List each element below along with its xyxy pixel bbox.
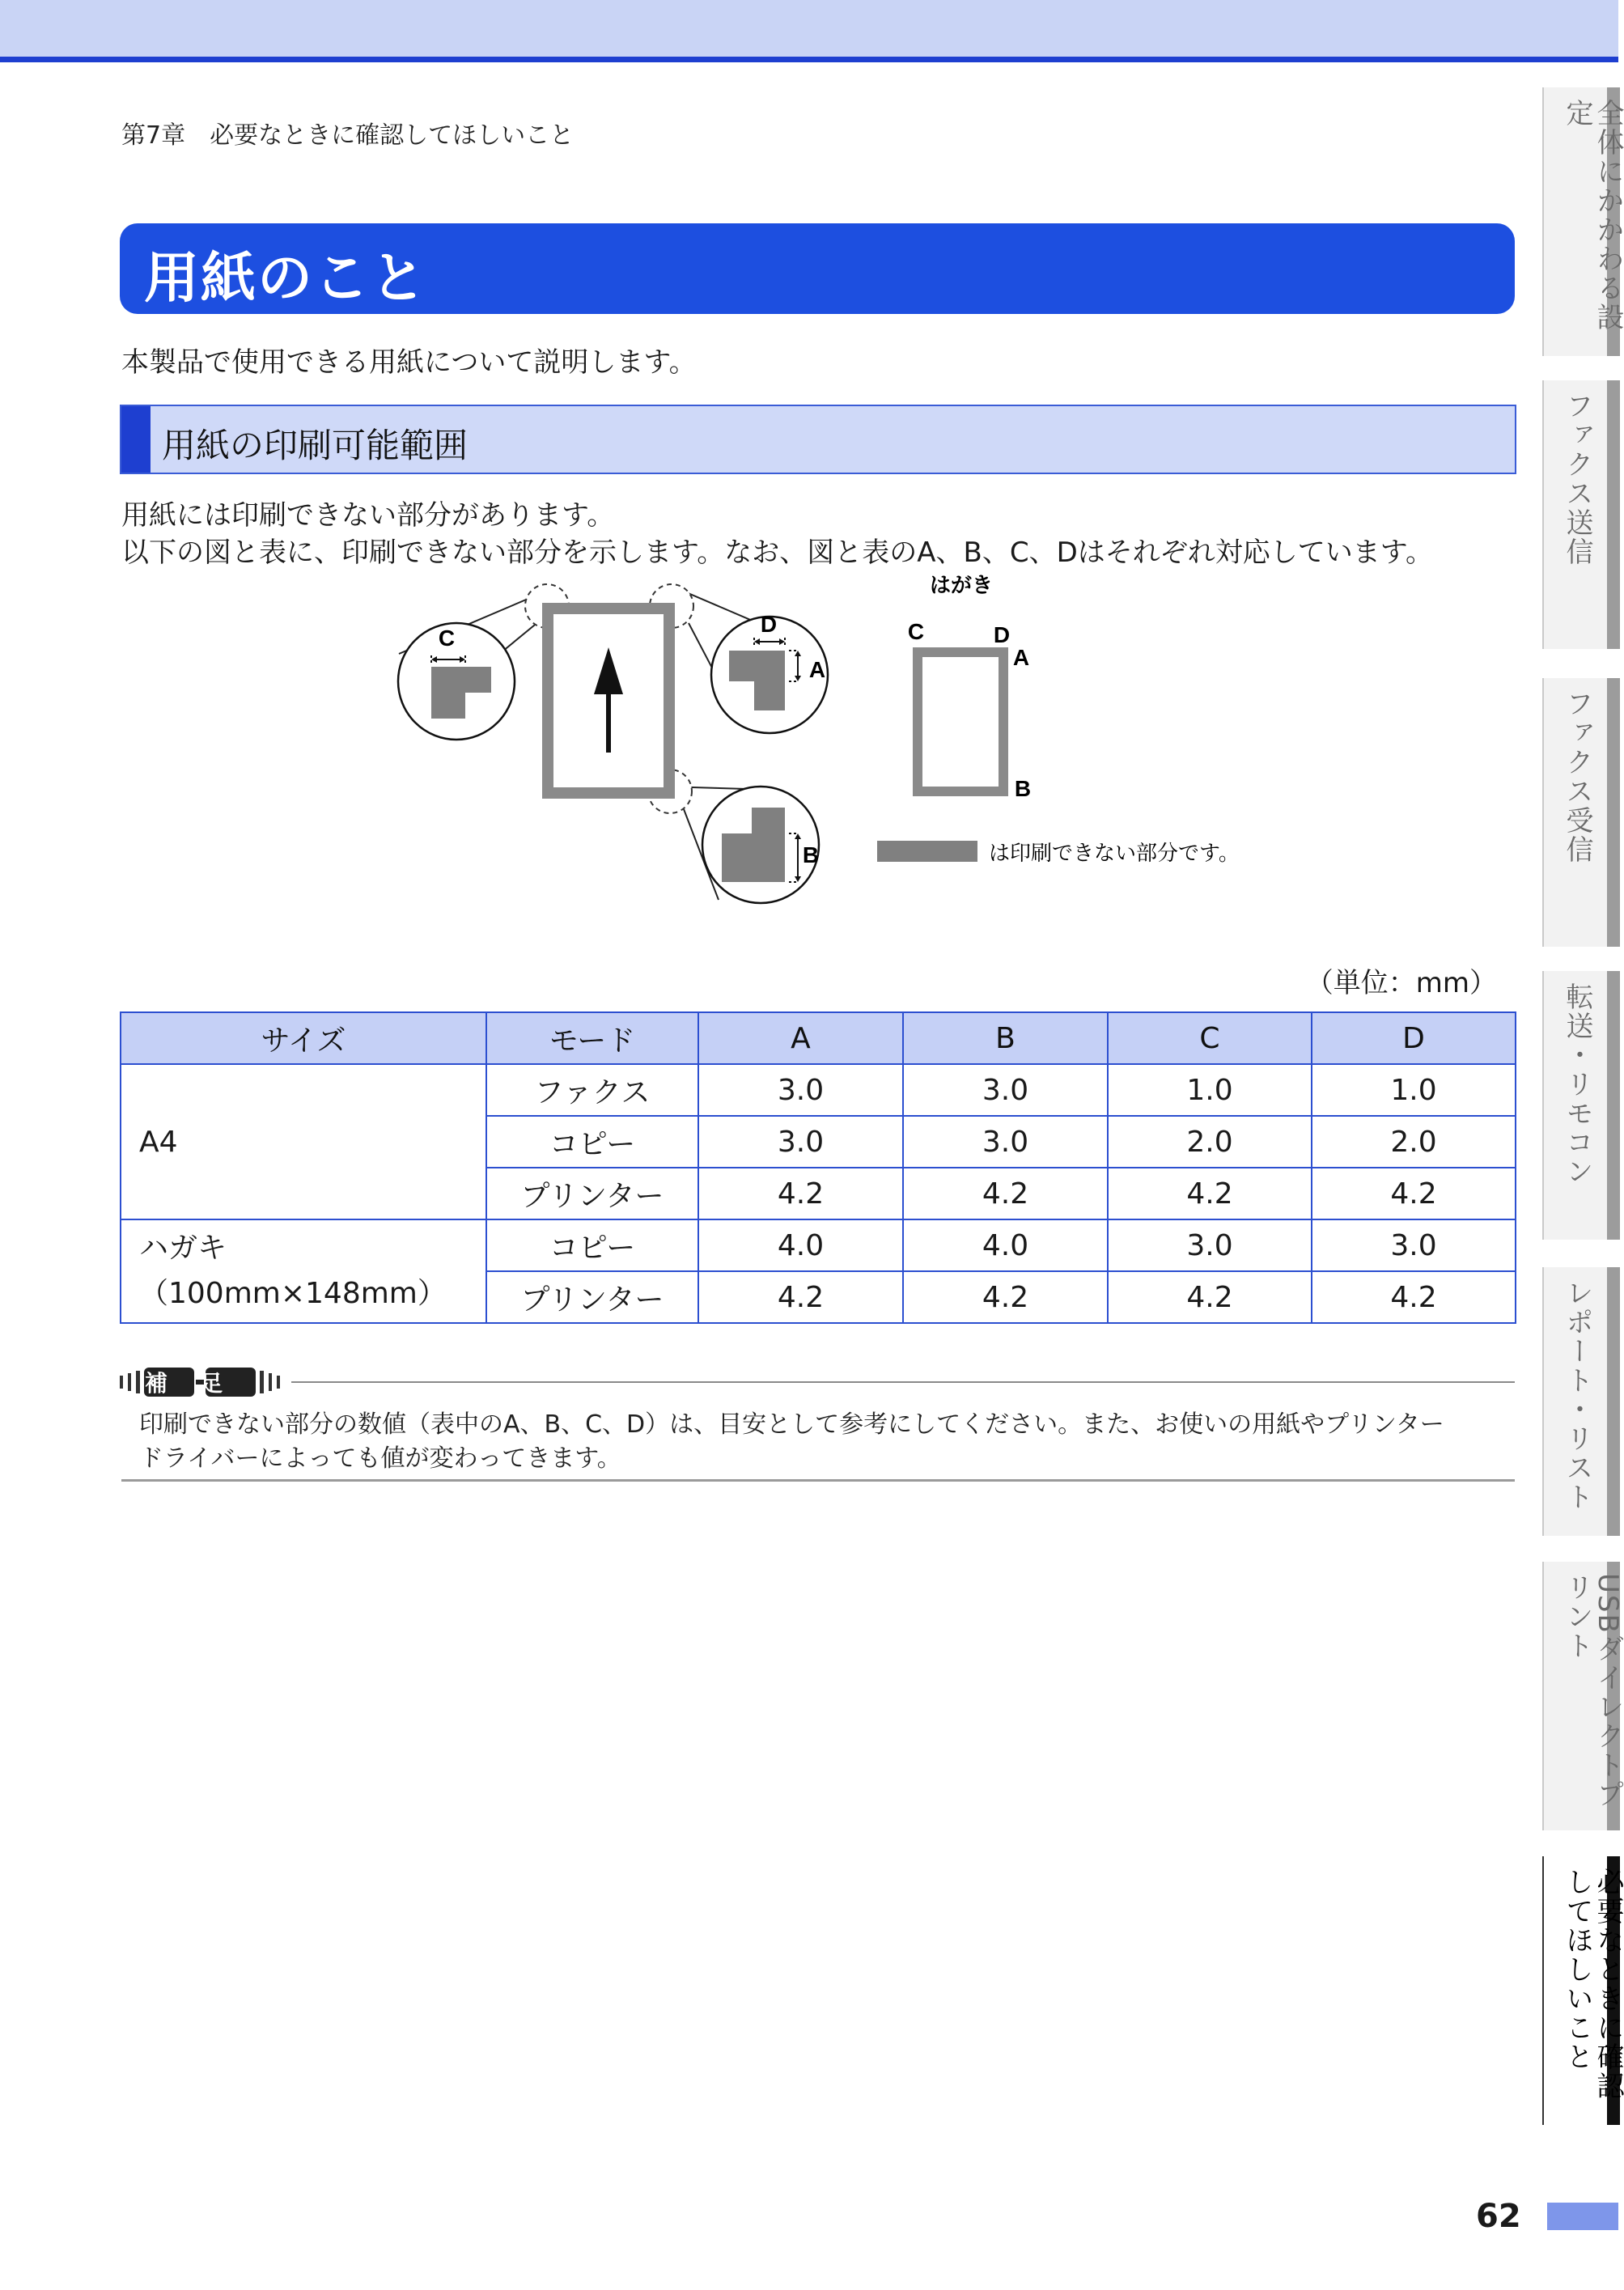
value-cell: 1.0 <box>1108 1064 1312 1116</box>
tab-troubleshooting[interactable] <box>1542 1856 1624 2125</box>
value-cell: 4.2 <box>1108 1168 1312 1219</box>
value-cell: 4.2 <box>1312 1168 1516 1219</box>
tab-general-settings[interactable] <box>1542 87 1624 356</box>
table-row <box>121 1219 1516 1271</box>
value-cell: 3.0 <box>1108 1219 1312 1271</box>
value-cell: 3.0 <box>903 1116 1108 1168</box>
header-a: A <box>698 1012 903 1064</box>
mode-cell: ファクス <box>486 1064 698 1116</box>
section-heading: 用紙の印刷可能範囲 <box>162 426 469 465</box>
header-c: C <box>1108 1012 1312 1064</box>
mode-cell: プリンター <box>486 1168 698 1219</box>
value-cell: 3.0 <box>698 1116 903 1168</box>
tab-label: 転送・リモコン <box>1561 982 1593 1186</box>
value-cell: 4.2 <box>698 1271 903 1323</box>
label-b-postcard: B <box>1014 776 1032 801</box>
tab-forward-remote[interactable] <box>1542 971 1620 1240</box>
tab-label: ファクス受信 <box>1561 689 1593 864</box>
label-d-postcard: D <box>993 622 1011 647</box>
note-header <box>120 1366 1515 1398</box>
value-cell: 4.2 <box>903 1168 1108 1219</box>
tab-bar <box>1607 971 1620 1240</box>
value-cell: 4.0 <box>698 1219 903 1271</box>
table-row <box>121 1064 1516 1116</box>
mode-cell: プリンター <box>486 1271 698 1323</box>
mode-cell: コピー <box>486 1116 698 1168</box>
unit-label: （単位：mm） <box>1305 967 1497 999</box>
label-a-zoom: A <box>808 657 826 682</box>
page-number-bar <box>1547 2203 1618 2230</box>
note-bottom-rule <box>121 1479 1515 1482</box>
chapter-heading: 第7章 必要なときに確認してほしいこと <box>121 121 575 150</box>
value-cell: 4.2 <box>698 1168 903 1219</box>
page-number: 62 <box>1476 2198 1521 2235</box>
paragraph-1: 用紙には印刷できない部分があります。 <box>121 499 615 532</box>
tab-report-list[interactable] <box>1542 1267 1620 1536</box>
top-band <box>0 0 1618 57</box>
value-cell: 1.0 <box>1312 1064 1516 1116</box>
value-cell: 4.2 <box>1108 1271 1312 1323</box>
note-line-2: ドライバーによっても値が変わってきます。 <box>139 1444 621 1473</box>
tab-fax-receive[interactable] <box>1542 678 1620 947</box>
tab-label: レポート・リスト <box>1561 1279 1593 1512</box>
note-tick-marks-right <box>260 1371 280 1393</box>
section-heading-bar <box>120 405 1516 474</box>
top-rule <box>0 57 1618 62</box>
postcard-outline <box>918 652 1003 791</box>
size-postcard-line2: （100mm×148mm） <box>139 1277 447 1310</box>
section-accent <box>121 406 151 473</box>
page-title-bar <box>120 223 1515 314</box>
header-mode: モード <box>486 1012 698 1064</box>
label-c-postcard: C <box>907 619 925 644</box>
note-badge: 補足 <box>144 1370 256 1397</box>
size-cell-postcard <box>121 1219 486 1323</box>
tab-bar <box>1607 380 1620 649</box>
value-cell: 3.0 <box>1312 1219 1516 1271</box>
value-cell: 3.0 <box>698 1064 903 1116</box>
note-line-1: 印刷できない部分の数値（表中のA、B、C、D）は、目安として参考にしてください。また、お使いの用紙やプリンター <box>139 1410 1444 1439</box>
note-tick-marks <box>120 1371 140 1393</box>
tab-bar <box>1607 1267 1620 1536</box>
legend-text: は印刷できない部分です。 <box>989 842 1240 866</box>
printable-area-diagram <box>388 573 1295 929</box>
tab-label: USBダイレクトプリント <box>1561 1573 1624 1809</box>
header-d: D <box>1312 1012 1516 1064</box>
size-postcard-line1: ハガキ <box>139 1232 227 1265</box>
label-c-zoom: C <box>438 626 456 651</box>
note-text <box>139 1408 1444 1476</box>
legend-swatch <box>877 841 977 862</box>
paragraph-2: 以下の図と表に、印刷できない部分を示します。なお、図と表のA、B、C、Dはそれぞれ対応しています。 <box>121 536 1434 569</box>
tab-fax-send[interactable] <box>1542 380 1620 649</box>
intro-text: 本製品で使用できる用紙について説明します。 <box>121 346 697 379</box>
tab-bar <box>1607 678 1620 947</box>
value-cell: 2.0 <box>1312 1116 1516 1168</box>
label-a-postcard: A <box>1012 645 1030 670</box>
tab-usb-direct-print[interactable] <box>1542 1562 1624 1830</box>
tab-label: 必要なときに確認してほしいこと <box>1561 1868 1624 2101</box>
margin-table <box>120 1011 1516 1324</box>
label-b-zoom: B <box>802 842 820 867</box>
header-b: B <box>903 1012 1108 1064</box>
page-title: 用紙のこと <box>144 247 428 311</box>
value-cell: 4.2 <box>903 1271 1108 1323</box>
postcard-title: はがき <box>929 574 994 598</box>
value-cell: 2.0 <box>1108 1116 1312 1168</box>
label-d-zoom: D <box>760 612 778 637</box>
header-size: サイズ <box>121 1012 486 1064</box>
tab-label: 全体にかかわる設定 <box>1561 99 1624 332</box>
tab-label: ファクス送信 <box>1561 392 1593 566</box>
value-cell: 3.0 <box>903 1064 1108 1116</box>
table-header-row <box>121 1012 1516 1064</box>
value-cell: 4.0 <box>903 1219 1108 1271</box>
mode-cell: コピー <box>486 1219 698 1271</box>
value-cell: 4.2 <box>1312 1271 1516 1323</box>
size-cell-a4: A4 <box>121 1064 486 1219</box>
